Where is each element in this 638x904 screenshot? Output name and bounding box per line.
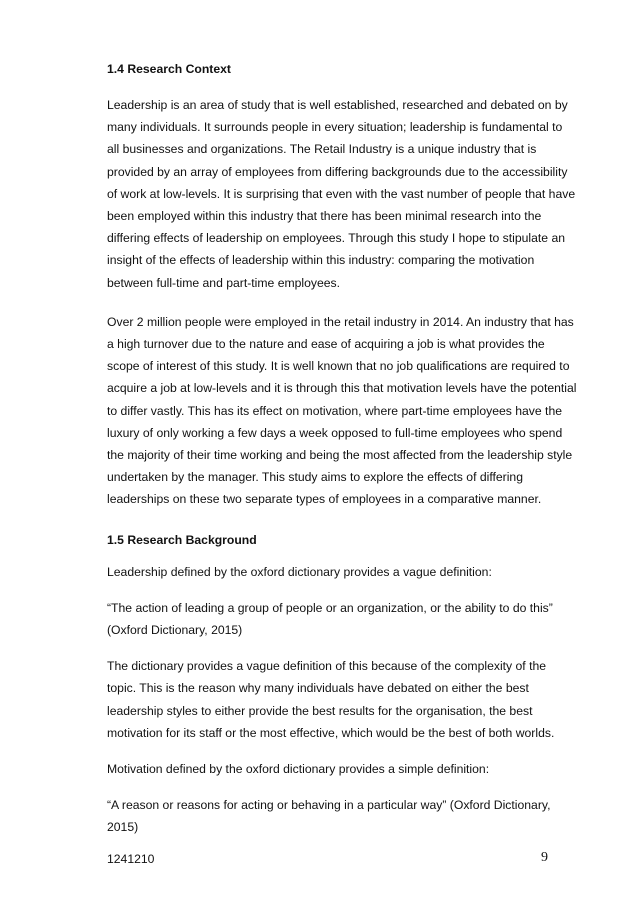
text-line: provided by an array of employees from differing backgrounds due to the accessibility	[107, 164, 568, 179]
text-line: leaderships on these two separate types of employees in a comparative manner.	[107, 492, 542, 507]
text-line: Leadership is an area of study that is well established, researched and debated on by	[107, 98, 568, 112]
research-background-paragraph-1	[107, 561, 547, 583]
text-line: undertaken by the manager. This study aims to explore the effects of differing	[107, 470, 523, 485]
text-line: insight of the effects of leadership within this industry: comparing the motivation	[107, 253, 535, 268]
section-1-5-heading: 1.5 Research Background	[107, 532, 257, 547]
text-line: Leadership defined by the oxford dictionary provides a vague definition:	[107, 564, 492, 579]
text-line: many individuals. It surrounds people in every situation; leadership is fundamental to	[107, 120, 563, 135]
text-line: between full-time and part-time employees.	[107, 275, 341, 290]
text-line: all businesses and organizations. The Retail Industry is a unique industry that is	[107, 142, 537, 157]
text-line: luxury of only working a few days a week opposed to full-time employees who spend	[107, 425, 563, 440]
text-line: Motivation defined by the oxford dictionary provides a simple definition:	[107, 762, 490, 777]
text-line: (Oxford Dictionary, 2015)	[107, 623, 243, 638]
research-context-paragraph-1	[107, 94, 576, 294]
text-line: “A reason or reasons for acting or behaving in a particular way” (Oxford Dictionary,	[107, 798, 551, 813]
footer-student-id: 1241210	[107, 852, 155, 866]
footer-page-number: 9	[541, 850, 548, 865]
text-line: of work at low-levels. It is surprising that even with the vast number of people that have	[107, 186, 576, 201]
text-line: The dictionary provides a vague definition of this because of the complexity of the	[107, 659, 547, 674]
text-line: leadership styles to either provide the best results for the organisation, the best	[107, 703, 533, 718]
section-1-4-heading: 1.4 Research Context	[107, 62, 231, 76]
text-line: Over 2 million people were employed in the retail industry in 2014. An industry that has	[107, 314, 574, 329]
text-line: differing effects of leadership on employees. Through this study I hope to stipulate an	[107, 231, 566, 246]
text-line: “The action of leading a group of people or an organization, or the ability to do this”	[107, 600, 553, 615]
page-content	[107, 58, 577, 839]
leadership-definition-quote	[107, 597, 553, 641]
text-line: been employed within this industry that there has been minimal research into the	[107, 209, 542, 224]
text-line: scope of interest of this study. It is well known that no job qualifications are required to	[107, 359, 570, 374]
research-background-paragraph-2	[107, 655, 555, 744]
text-line: a high turnover due to the nature and ease of acquiring a job is what provides the	[107, 337, 545, 352]
text-line: to differ vastly. This has its effect on motivation, where part-time employees have the	[107, 403, 562, 418]
motivation-definition-quote	[107, 794, 551, 838]
research-background-paragraph-3	[107, 758, 547, 780]
text-line: topic. This is the reason why many individuals have debated on either the best	[107, 681, 529, 696]
text-line: acquire a job at low-levels and it is through this that motivation levels have the potential	[107, 381, 577, 396]
text-line: 2015)	[107, 820, 139, 835]
text-line: motivation for its staff or the most effective, which would be the best of both worlds.	[107, 725, 555, 740]
research-context-paragraph-2	[107, 311, 577, 511]
text-line: the majority of their time working and being the most affected from the leadership style	[107, 448, 573, 463]
